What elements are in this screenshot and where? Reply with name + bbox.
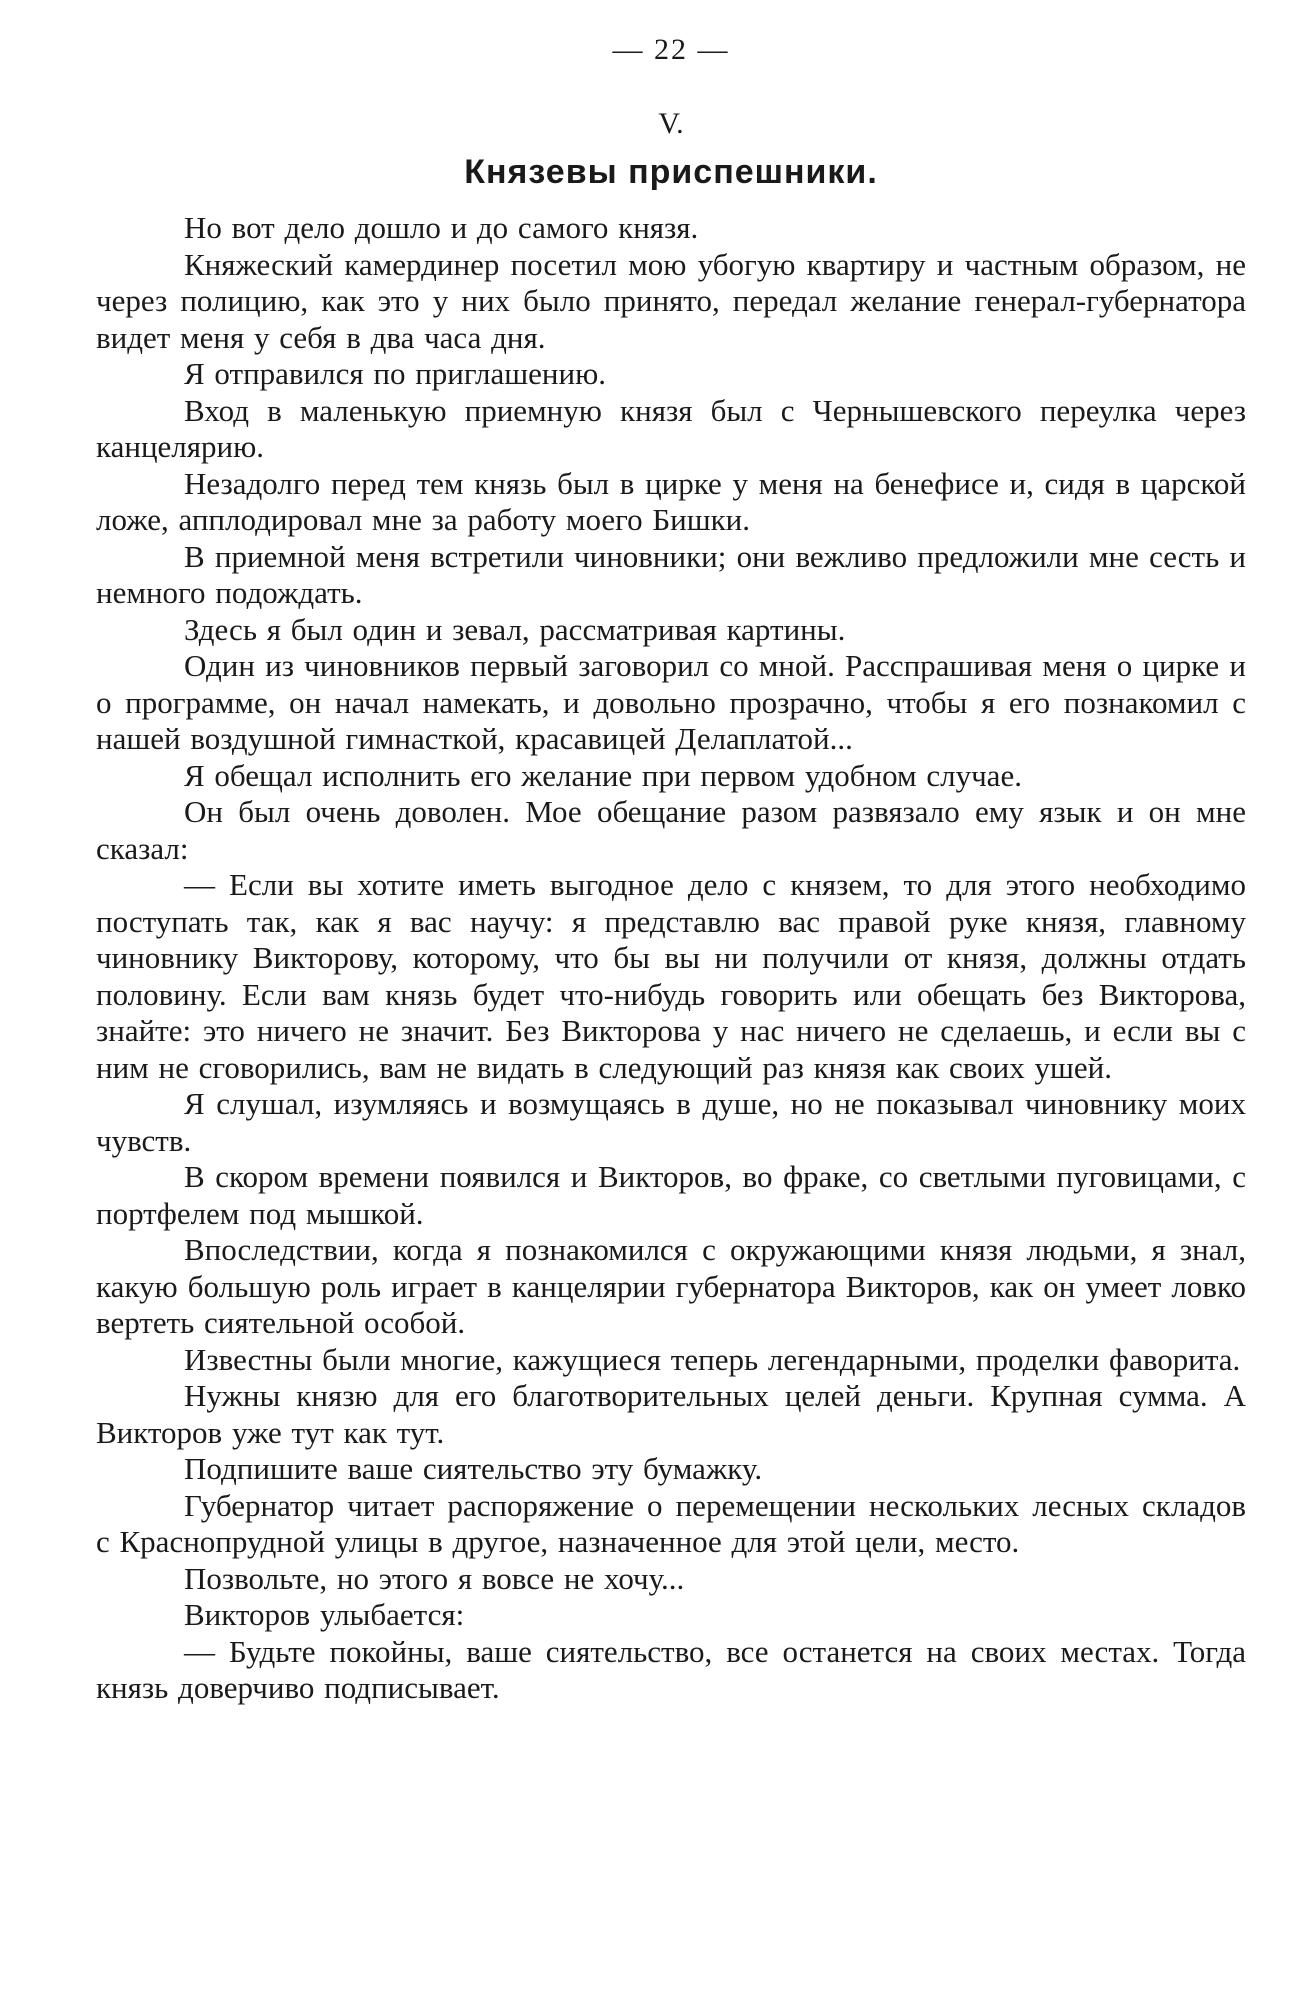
paragraph: Вход в маленькую приемную князя был с Чернышевского переулка через канцелярию. xyxy=(96,392,1246,464)
paragraph: Я слушал, изумляясь и возмущаясь в душе, но не показывал чиновнику моих чувств. xyxy=(96,1086,1246,1158)
paragraph: В скором времени появился и Викторов, во фраке, со светлыми пуговицами, с портфелем под мышкой. xyxy=(96,1159,1246,1231)
paragraph: Подпишите ваше сиятельство эту бумажку. xyxy=(184,1451,763,1486)
paragraph: Викторов улыбается: xyxy=(184,1597,465,1632)
paragraph: Известны были многие, кажущиеся теперь легендарными, проделки фаворита. xyxy=(184,1341,1241,1377)
paragraph: Позвольте, но этого я вовсе не хочу... xyxy=(184,1560,685,1596)
book-page xyxy=(96,30,1246,1707)
paragraph: Но вот дело дошло и до самого князя. xyxy=(184,210,699,245)
page-number: — 22 — xyxy=(612,33,730,66)
paragraph: Незадолго перед тем князь был в цирке у меня на бенефисе и, сидя в царской ложе, апплодировал мне за работу моего Бишки. xyxy=(96,465,1246,537)
chapter-title: Князевы приспешники. xyxy=(464,153,878,191)
paragraph: Губернатор читает распоряжение о перемещении нескольких лесных складов с Краснопрудной улицы в другое, назначенное для этой цели, место. xyxy=(96,1487,1246,1559)
paragraph: Здесь я был один и зевал, рассматривая картины. xyxy=(184,611,846,647)
paragraph: Он был очень доволен. Мое обещание разом развязало ему язык и он мне сказал: xyxy=(96,794,1246,866)
paragraph: Я отправился по приглашению. xyxy=(184,356,606,391)
paragraph: В приемной меня встретили чиновники; они вежливо предложили мне сесть и немного подождать. xyxy=(96,538,1246,610)
paragraph: Впоследствии, когда я познакомился с окружающими князя людьми, я знал, какую большую роль играет в канцелярии губернатора Викторов, как он умеет ловко вертеть сиятельной особой. xyxy=(96,1232,1246,1340)
chapter-number: V. xyxy=(658,107,684,140)
paragraph: Княжеский камердинер посетил мою убогую квартиру и частным образом, не через полицию, как это у них было принято, передал желание генерал-губернатора видет меня у себя в два часа дня. xyxy=(96,246,1246,355)
paragraph: Я обещал исполнить его желание при первом удобном случае. xyxy=(184,757,1022,793)
paragraph: Один из чиновников первый заговорил со мной. Расспрашивая меня о цирке и о программе, он начал намекать, и довольно прозрачно, чтобы я его познакомил с нашей воздушной гимнасткой, красавицей Делаплатой... xyxy=(96,648,1246,756)
dialogue-paragraph: — Если вы хотите иметь выгодное дело с князем, то для этого необходимо поступать так, как я вас научу: я представлю вас правой руке князя, главному чиновнику Викторову, которому, что бы вы ни получили от князя, должны отдать половину. Если вам князь будет что-нибудь говорить или обещать без Викторова, знайте: это ничего не значит. Без Викторова у нас ничего не сделаешь, и если вы с ним не сговорились, вам не видать в следующий раз князя как своих ушей. xyxy=(96,867,1246,1085)
chapter-body xyxy=(96,210,1246,1707)
dialogue-paragraph: — Будьте покойны, ваше сиятельство, все останется на своих местах. Тогда князь доверчиво подписывает. xyxy=(96,1633,1246,1705)
paragraph: Нужны князю для его благотворительных целей деньги. Крупная сумма. А Викторов уже тут как тут. xyxy=(96,1378,1246,1450)
